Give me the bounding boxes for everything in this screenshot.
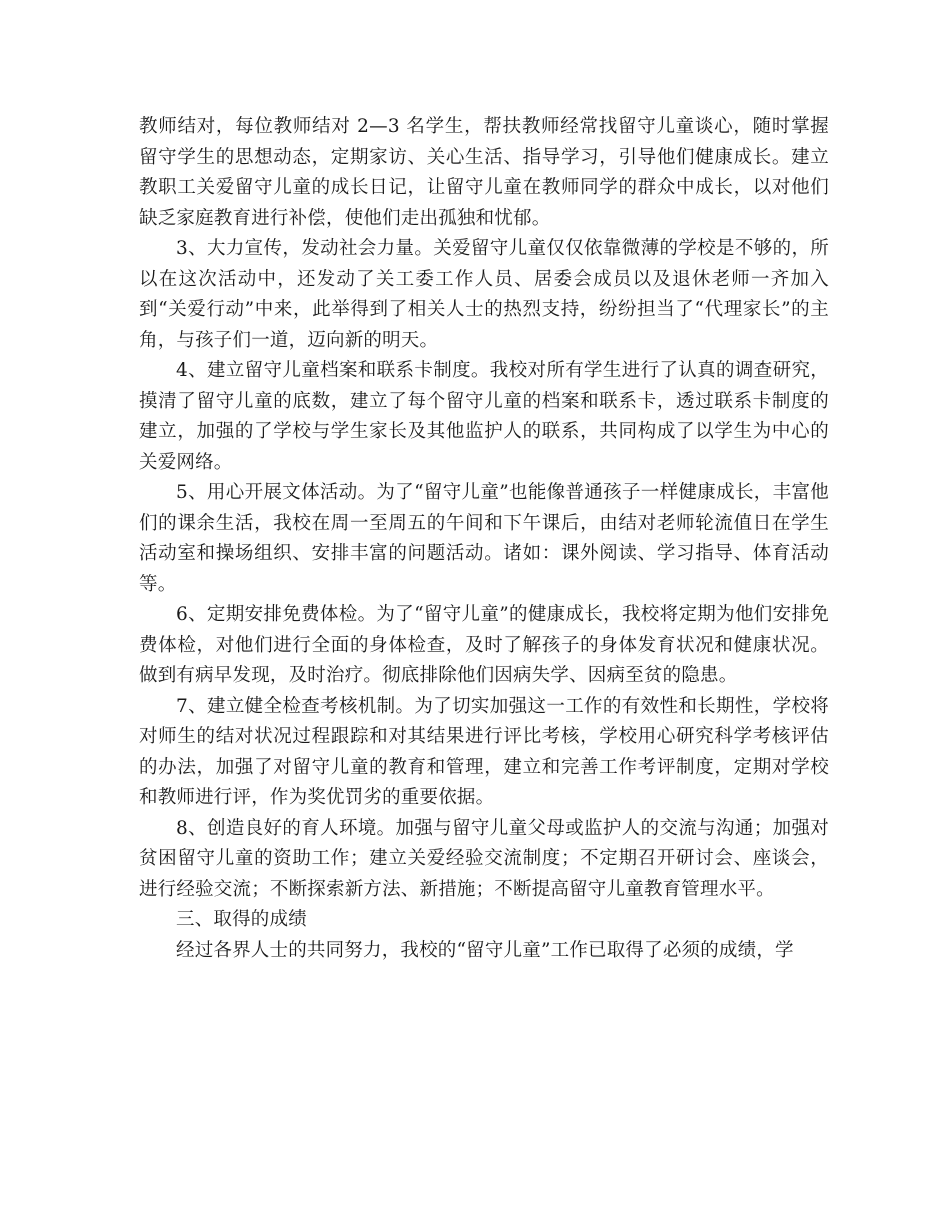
paragraph: 8、创造良好的育人环境。加强与留守儿童父母或监护人的交流与沟通；加强对贫困留守儿童的资助工作；建立关爱经验交流制度；不定期召开研讨会、座谈会，进行经验交流；不断探索新方法、新措施；不断提高留守儿童教育管理水平。 bbox=[139, 817, 829, 900]
paragraph: 5、用心开展文体活动。为了“留守儿童”也能像普通孩子一样健康成长，丰富他们的课余生活，我校在周一至周五的午间和下午课后，由结对老师轮流值日在学生活动室和操场组织、安排丰富的问题活动。诸如：课外阅读、学习指导、体育活动等。 bbox=[139, 482, 829, 595]
paragraph: 3、大力宣传，发动社会力量。关爱留守儿童仅仅依靠微薄的学校是不够的，所以在这次活动中，还发动了关工委工作人员、居委会成员以及退休老师一齐加入到“关爱行动”中来，此举得到了相关人士的热烈支持，纷纷担当了“代理家长”的主角，与孩子们一道，迈向新的明天。 bbox=[139, 238, 829, 351]
paragraph: 4、建立留守儿童档案和联系卡制度。我校对所有学生进行了认真的调查研究，摸清了留守儿童的底数，建立了每个留守儿童的档案和联系卡，透过联系卡制度的建立，加强的了学校与学生家长及其他监护人的联系，共同构成了以学生为中心的关爱网络。 bbox=[139, 360, 829, 473]
section-heading: 三、取得的成绩 bbox=[176, 909, 307, 930]
paragraph: 6、定期安排免费体检。为了“留守儿童”的健康成长，我校将定期为他们安排免费体检，对他们进行全面的身体检查，及时了解孩子的身体发育状况和健康状况。做到有病早发现，及时治疗。彻底排除他们因病失学、因病至贫的隐患。 bbox=[139, 604, 829, 686]
paragraph: 7、建立健全检查考核机制。为了切实加强这一工作的有效性和长期性，学校将对师生的结对状况过程跟踪和对其结果进行评比考核，学校用心研究科学考核评估的办法，加强了对留守儿童的教育和管理，建立和完善工作考评制度，定期对学校和教师进行评，作为奖优罚劣的重要依据。 bbox=[139, 695, 829, 808]
document-body bbox=[139, 112, 829, 966]
paragraph: 教师结对，每位教师结对 2—3 名学生，帮扶教师经常找留守儿童谈心，随时掌握留守学生的思想动态，定期家访、关心生活、指导学习，引导他们健康成长。建立教职工关爱留守儿童的成长日记，让留守儿童在教师同学的群众中成长，以对他们缺乏家庭教育进行补偿，使他们走出孤独和忧郁。 bbox=[139, 116, 829, 229]
paragraph: 经过各界人士的共同努力，我校的“留守儿童”工作已取得了必须的成绩，学 bbox=[176, 939, 794, 961]
